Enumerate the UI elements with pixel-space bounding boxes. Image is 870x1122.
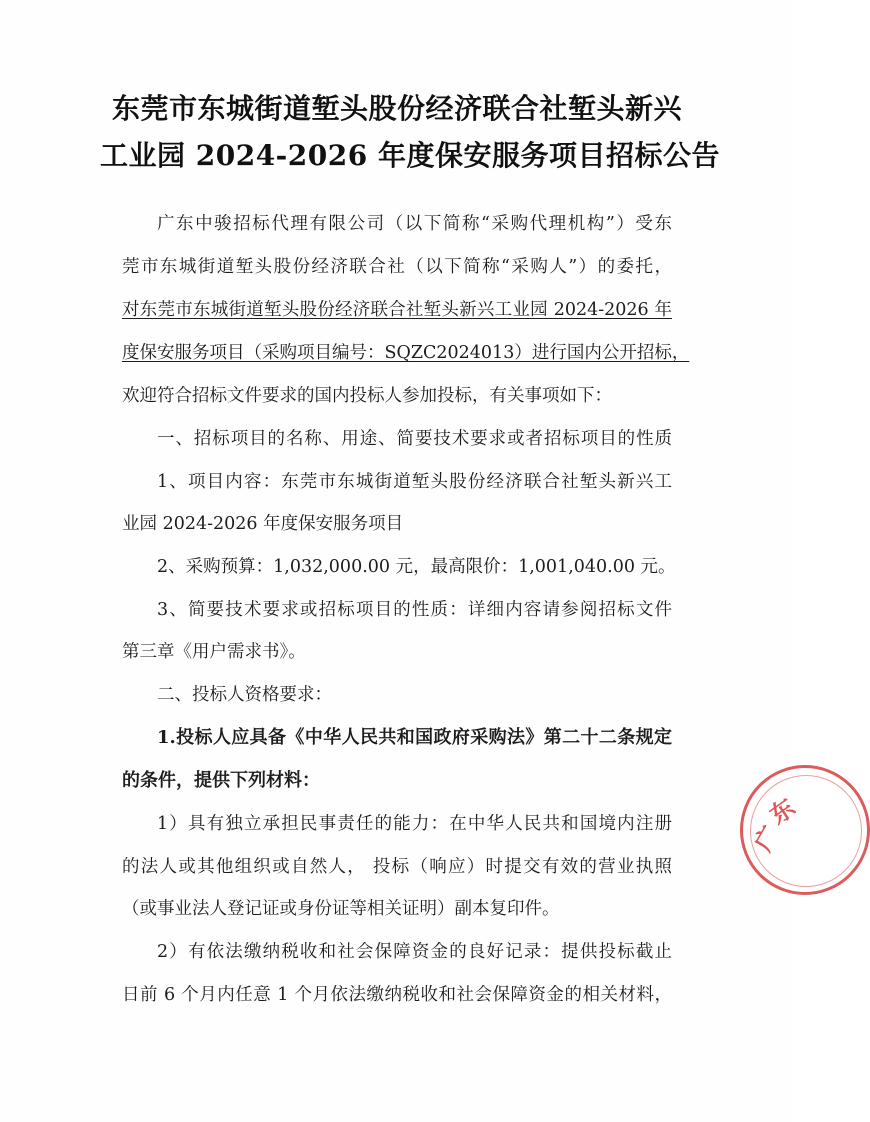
paragraph-line: 的法人或其他组织或自然人， 投标（响应）时提交有效的营业执照: [122, 857, 672, 877]
seal-text: 广: [749, 821, 786, 857]
paragraph-line: 对东莞市东城街道堑头股份经济联合社堑头新兴工业园 2024-2026 年: [122, 300, 672, 320]
bold-paragraph-line: 1.投标人应具备《中华人民共和国政府采购法》第二十二条规定: [157, 727, 672, 748]
paragraph-line: 欢迎符合招标文件要求的国内投标人参加投标，有关事项如下：: [122, 386, 612, 406]
document-title-line-2: 工业园 2024-2026 年度保安服务项目招标公告: [100, 139, 720, 172]
paragraph-line: 日前 6 个月内任意 1 个月依法缴纳税收和社会保障资金的相关材料，: [122, 985, 672, 1005]
bold-paragraph-line: 的条件，提供下列材料：: [122, 770, 320, 791]
paragraph-line: 业园 2024-2026 年度保安服务项目: [122, 514, 404, 534]
paragraph-line: 度保安服务项目（采购项目编号：SQZC2024013）进行国内公开招标，: [122, 343, 690, 363]
paragraph-line: （或事业法人登记证或身份证等相关证明）副本复印件。: [122, 899, 560, 919]
paragraph-line: 3、简要技术要求或招标项目的性质：详细内容请参阅招标文件: [157, 600, 672, 620]
document-title-line-1: 东莞市东城街道堑头股份经济联合社堑头新兴: [111, 92, 682, 125]
seal-text: 东: [764, 793, 801, 830]
paragraph-line: 第三章《用户需求书》。: [122, 642, 306, 662]
seal-stamp: [740, 765, 870, 895]
paragraph-line: 1）具有独立承担民事责任的能力：在中华人民共和国境内注册: [157, 814, 672, 834]
paragraph-line: 莞市东城街道堑头股份经济联合社（以下简称“采购人”）的委托，: [122, 257, 672, 277]
section-heading: 一、招标项目的名称、用途、简要技术要求或者招标项目的性质: [157, 429, 672, 449]
paragraph-line: 2、采购预算：1,032,000.00 元，最高限价：1,001,040.00 元。: [157, 557, 676, 577]
paragraph-line: 2）有依法缴纳税收和社会保障资金的良好记录：提供投标截止: [157, 942, 672, 962]
paragraph-line: 1、项目内容：东莞市东城街道堑头股份经济联合社堑头新兴工: [157, 472, 672, 492]
paragraph-line: 广东中骏招标代理有限公司（以下简称“采购代理机构”）受东: [157, 214, 672, 234]
section-heading: 二、投标人资格要求：: [157, 685, 332, 705]
